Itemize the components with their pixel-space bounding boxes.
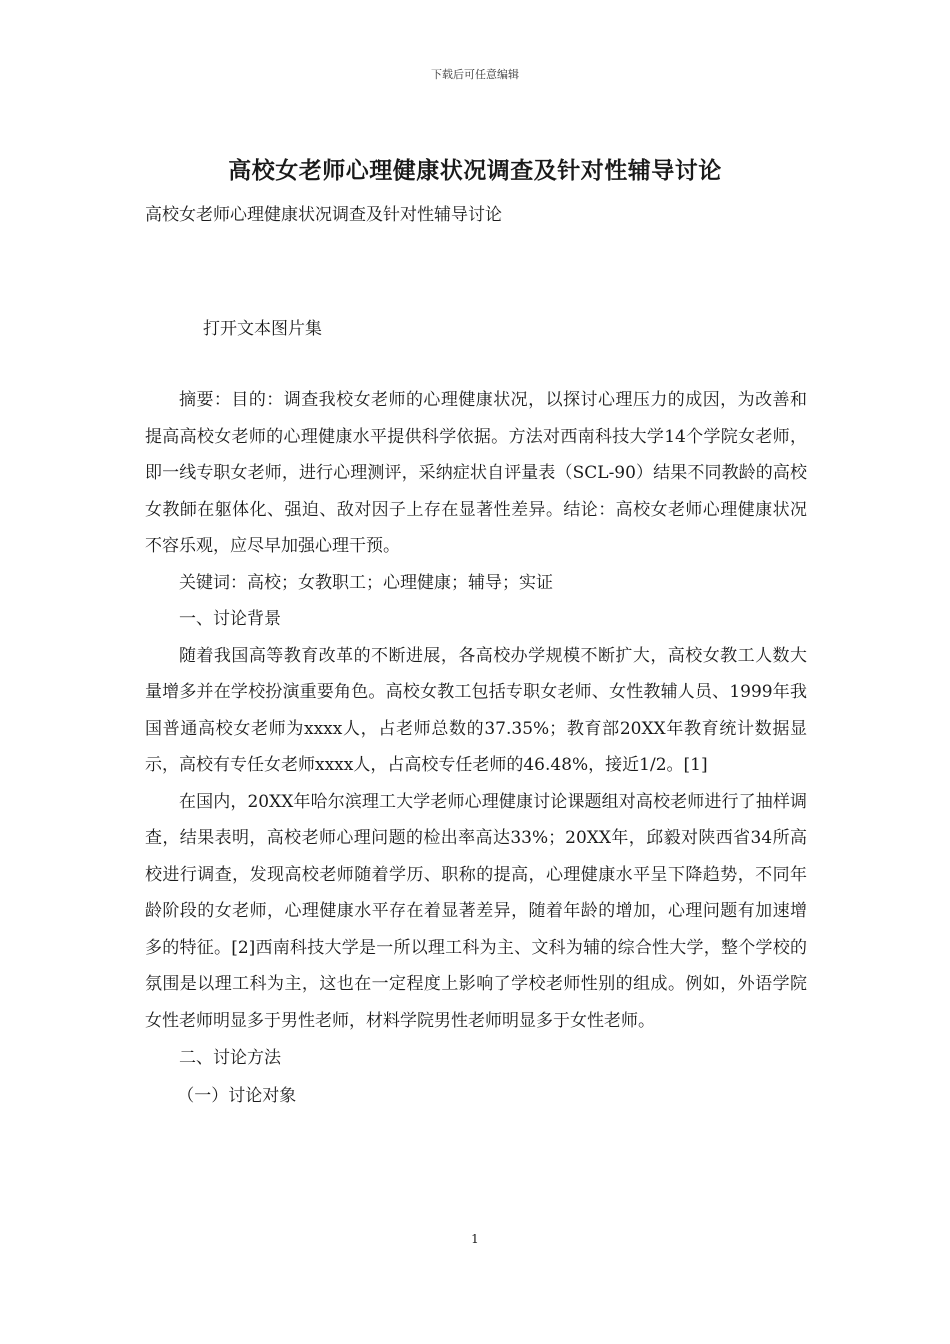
document-body xyxy=(145,382,807,1114)
keywords-paragraph: 关键词：高校；女教职工；心理健康；辅导；实证 xyxy=(179,572,553,593)
background-paragraph-1: 随着我国高等教育改革的不断进展，各高校办学规模不断扩大，高校女教工人数大量增多并在学校扮演重要角色。高校女教工包括专职女老师、女性教辅人员、1999年我国普通高校女老师为xxxx人，占老师总数的37.35%；教育部20XX年教育统计数据显示，高校有专任女老师xxxx人，占高校专任老师的46.48%，接近1/2。[1] xyxy=(145,645,807,775)
open-image-gallery-link[interactable]: 打开文本图片集 xyxy=(203,319,322,339)
section-heading-background: 一、讨论背景 xyxy=(179,609,281,629)
background-paragraph-2: 在国内，20XX年哈尔滨理工大学老师心理健康讨论课题组对高校老师进行了抽样调查，结果表明，高校老师心理问题的检出率高达33%；20XX年，邱毅对陕西省34所高校进行调查，发现高校老师随着学历、职称的提高，心理健康水平呈下降趋势，不同年龄阶段的女老师，心理健康水平存在着显著差异，随着年龄的增加，心理问题有加速增多的特征。[2]西南科技大学是一所以理工科为主、文科为辅的综合性大学，整个学校的氛围是以理工科为主，这也在一定程度上影响了学校老师性别的组成。例如，外语学院女性老师明显多于男性老师，材料学院男性老师明显多于女性老师。 xyxy=(145,791,807,1031)
document-subtitle: 高校女老师心理健康状况调查及针对性辅导讨论 xyxy=(145,205,502,225)
subsection-heading-subjects: （一）讨论对象 xyxy=(177,1085,297,1106)
header-note: 下载后可任意编辑 xyxy=(431,68,519,81)
abstract-paragraph: 摘要：目的：调查我校女老师的心理健康状况，以探讨心理压力的成因，为改善和提高高校女老师的心理健康水平提供科学依据。方法对西南科技大学14个学院女老师，即一线专职女老师，进行心理测评，采纳症状自评量表（SCL-90）结果不同教龄的高校女教師在躯体化、强迫、敌对因子上存在显著性差异。结论：高校女老师心理健康状况不容乐观，应尽早加强心理干预。 xyxy=(145,390,807,556)
page-number: 1 xyxy=(471,1232,479,1246)
document-title: 高校女老师心理健康状况调查及针对性辅导讨论 xyxy=(228,157,722,184)
section-heading-method: 二、讨论方法 xyxy=(179,1048,281,1068)
